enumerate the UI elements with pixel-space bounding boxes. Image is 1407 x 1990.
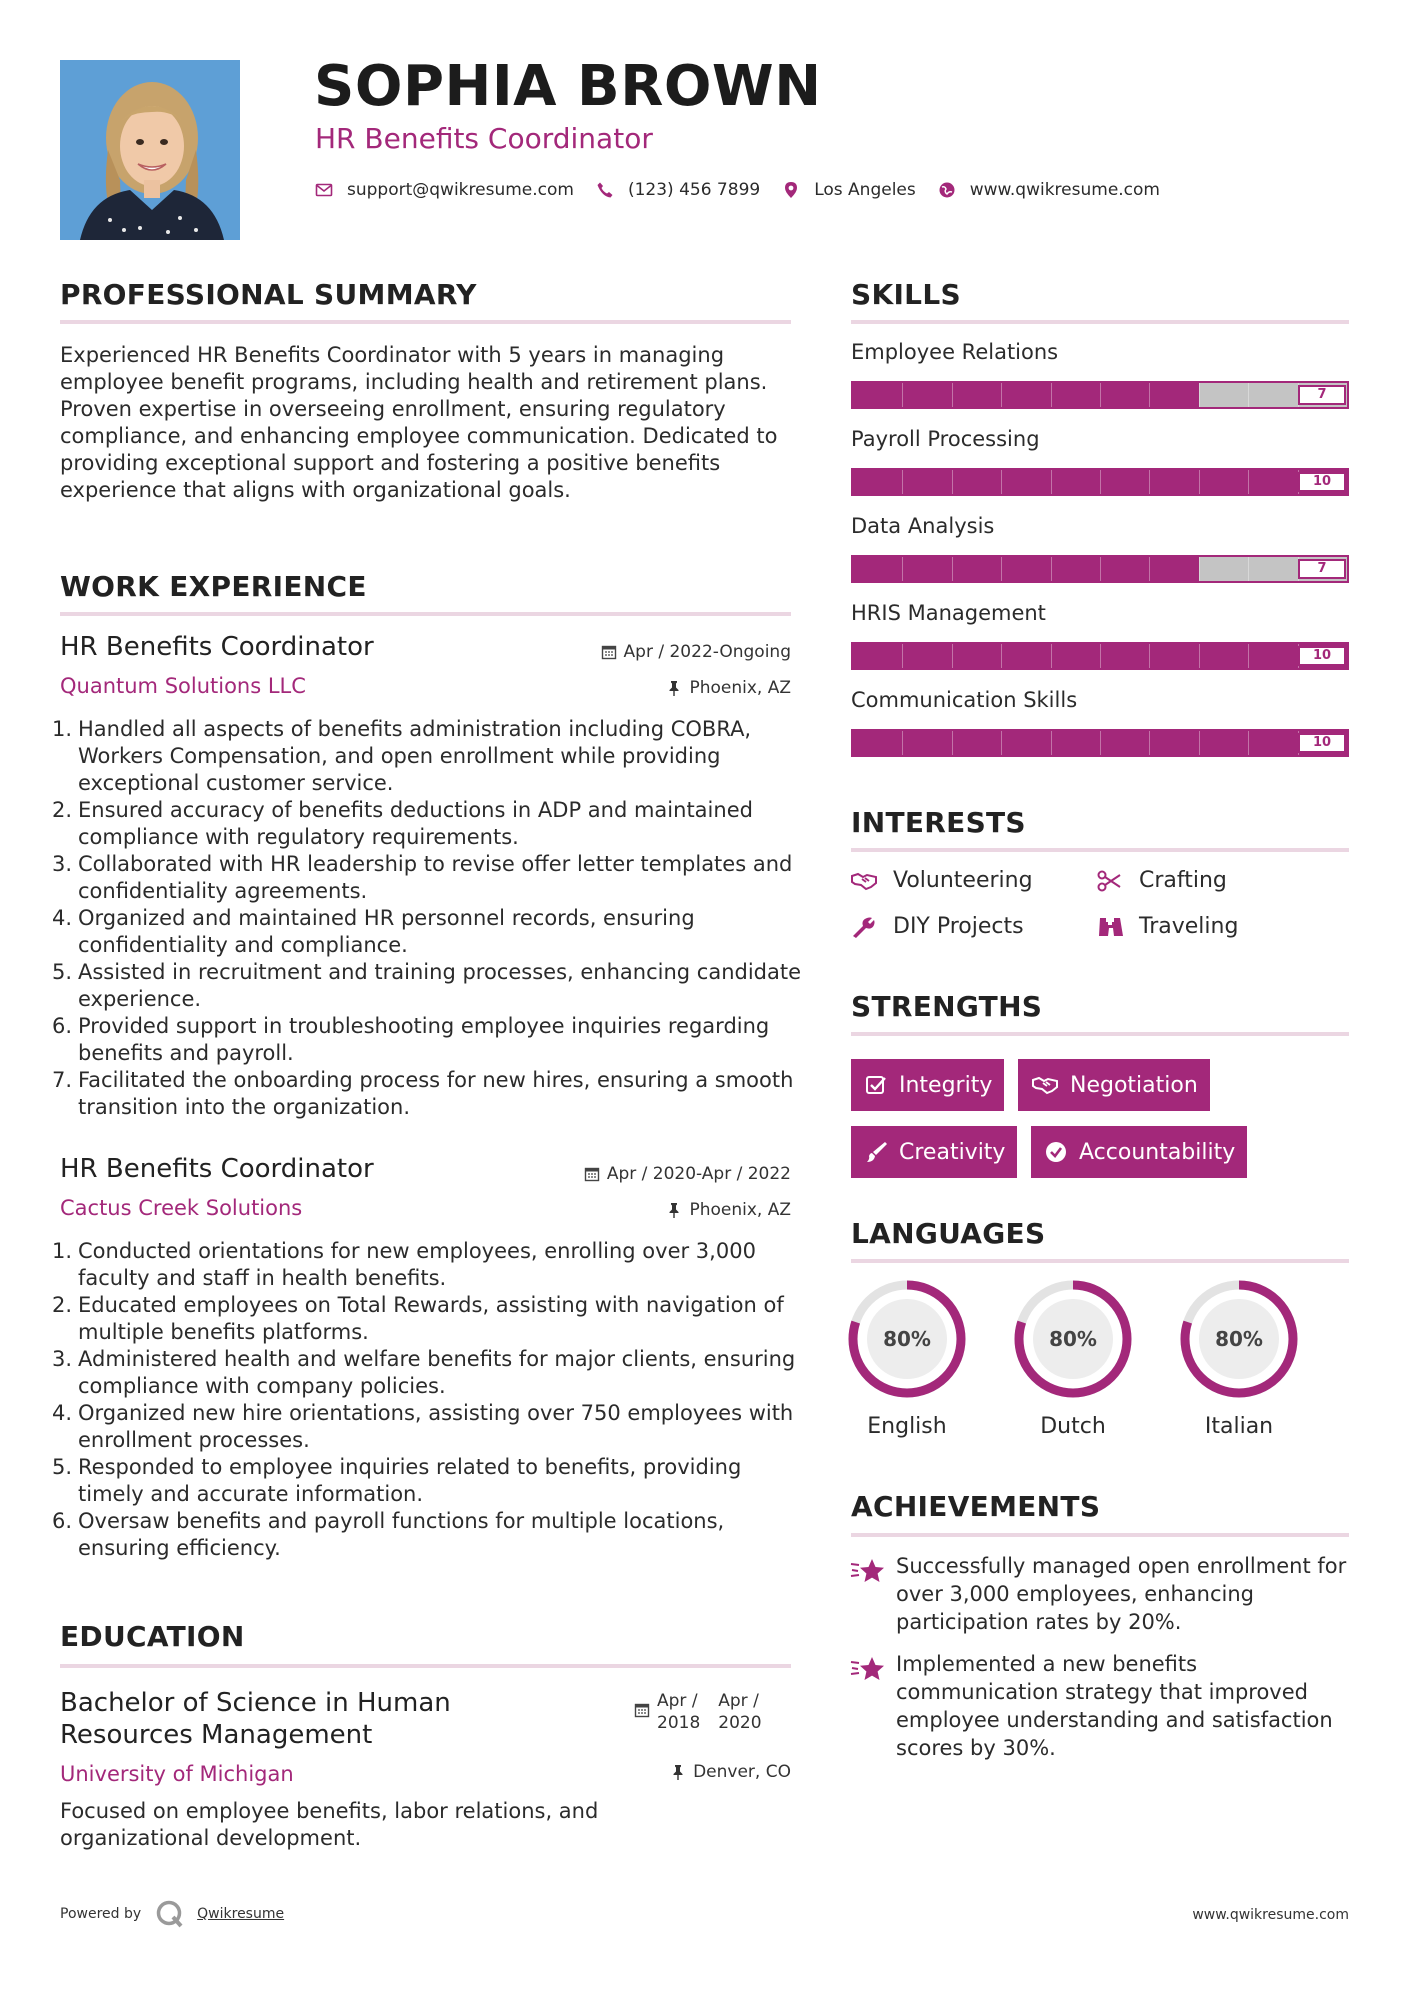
duty-item: 5. Responded to employee inquiries related to benefits, providing timely and accurate information. bbox=[52, 1455, 742, 1506]
interest-label: DIY Projects bbox=[893, 914, 1024, 939]
skill-bar-segment bbox=[952, 731, 953, 755]
skill-label: Payroll Processing bbox=[851, 427, 1040, 451]
job-1-dates bbox=[601, 642, 791, 662]
skill-bar-segment bbox=[1051, 557, 1052, 581]
education-end-year: 2020 bbox=[718, 1713, 762, 1733]
summary-divider bbox=[60, 320, 791, 324]
skill-bar-segment bbox=[1001, 383, 1002, 407]
skill-level-value: 10 bbox=[1298, 733, 1346, 753]
achievement-item-2: Implemented a new benefits communication strategy that improved employee understanding and satisfaction scores by 30%. bbox=[896, 1652, 1333, 1760]
contact-phone-text: (123) 456 7899 bbox=[627, 180, 761, 200]
education-dates bbox=[634, 1690, 762, 1734]
skill-bar bbox=[851, 642, 1349, 670]
profile-photo bbox=[60, 60, 240, 240]
skill-bar-segment bbox=[1149, 383, 1150, 407]
degree-line-1: Bachelor of Science in Human bbox=[60, 1688, 451, 1718]
contact-email[interactable] bbox=[315, 180, 574, 200]
education-divider bbox=[60, 1664, 791, 1668]
degree-line-2: Resources Management bbox=[60, 1720, 373, 1750]
skill-bar-fill bbox=[853, 383, 1199, 407]
calendar-icon bbox=[584, 1166, 600, 1182]
skill-label: Data Analysis bbox=[851, 514, 995, 538]
duty-item: 4. Organized and maintained HR personnel records, ensuring confidentiality and compliance. bbox=[52, 906, 695, 957]
footer-powered-by bbox=[60, 1899, 284, 1929]
contact-location bbox=[782, 180, 916, 200]
summary-heading: PROFESSIONAL SUMMARY bbox=[60, 278, 477, 311]
language-ring bbox=[1012, 1278, 1134, 1400]
job-2-location-text: Phoenix, AZ bbox=[689, 1200, 791, 1220]
skill-label: HRIS Management bbox=[851, 601, 1046, 625]
skill-bar-segment bbox=[1199, 644, 1200, 668]
achievement-item-1: Successfully managed open enrollment for over 3,000 employees, enhancing participation rates by 20%. bbox=[896, 1554, 1347, 1634]
checkbox-icon bbox=[865, 1074, 887, 1096]
language-name: English bbox=[867, 1414, 947, 1439]
education-end-month: Apr / bbox=[718, 1691, 759, 1711]
skill-bar bbox=[851, 729, 1349, 757]
duty-item: 1. Conducted orientations for new employees, enrolling over 3,000 faculty and staff in health benefits. bbox=[52, 1239, 756, 1290]
skill-level-value: 7 bbox=[1298, 385, 1346, 405]
globe-icon bbox=[938, 181, 956, 199]
profile-photo-image bbox=[60, 60, 240, 240]
skill-bar-segment bbox=[952, 644, 953, 668]
strength-label: Accountability bbox=[1079, 1139, 1236, 1165]
skill-bar-segment bbox=[1248, 731, 1249, 755]
skill-label: Employee Relations bbox=[851, 340, 1059, 364]
skill-bar-segment bbox=[902, 470, 903, 494]
qwikresume-link[interactable]: Qwikresume bbox=[197, 1906, 285, 1922]
interest-traveling bbox=[1097, 914, 1238, 939]
skill-bar-segment bbox=[1001, 644, 1002, 668]
language-ring bbox=[1178, 1278, 1300, 1400]
job-2-location bbox=[666, 1200, 791, 1220]
job-2-dates bbox=[584, 1164, 791, 1184]
education-description: Focused on employee benefits, labor relations, and organizational development. bbox=[60, 1799, 599, 1850]
summary-text: Experienced HR Benefits Coordinator with 5 years in managing employee benefit programs, including health and retirement plans. Proven expertise in overseeing enrollment, ensuring regulatory compliance, and enhancing employee communication. Dedicated to providing exceptional support and fostering a positive benefits experience that aligns with organizational goals. bbox=[60, 343, 778, 502]
skill-bar-segment bbox=[1248, 644, 1249, 668]
skill-bar-fill bbox=[853, 557, 1199, 581]
skill-bar-segment bbox=[1001, 557, 1002, 581]
skill-bar bbox=[851, 468, 1349, 496]
strength-integrity bbox=[851, 1059, 1004, 1111]
achievements-heading: ACHIEVEMENTS bbox=[851, 1490, 1101, 1523]
job-1-role: HR Benefits Coordinator bbox=[60, 632, 374, 662]
pushpin-icon bbox=[666, 1202, 682, 1218]
calendar-icon bbox=[634, 1702, 650, 1718]
skills-heading: SKILLS bbox=[851, 278, 961, 311]
skill-level-value: 10 bbox=[1298, 646, 1346, 666]
powered-by-label: Powered by bbox=[60, 1906, 142, 1922]
skill-bar-segment bbox=[1100, 383, 1101, 407]
skill-bar-segment bbox=[902, 731, 903, 755]
interest-diy bbox=[851, 914, 1024, 939]
skill-bar-segment bbox=[1199, 731, 1200, 755]
skill-bar-segment bbox=[1100, 470, 1101, 494]
job-1-location-text: Phoenix, AZ bbox=[689, 678, 791, 698]
strengths-heading: STRENGTHS bbox=[851, 990, 1043, 1023]
education-location bbox=[670, 1762, 791, 1782]
interest-label: Volunteering bbox=[893, 868, 1033, 893]
brush-icon bbox=[865, 1141, 887, 1163]
skill-bar-segment bbox=[1149, 644, 1150, 668]
strength-accountability bbox=[1031, 1126, 1247, 1178]
strengths-divider bbox=[851, 1032, 1349, 1036]
duty-item: 4. Organized new hire orientations, assisting over 750 employees with enrollment processes. bbox=[52, 1401, 794, 1452]
duty-item: 2. Educated employees on Total Rewards, assisting with navigation of multiple benefits platforms. bbox=[52, 1293, 784, 1344]
language-name: Dutch bbox=[1040, 1414, 1106, 1439]
language-percent: 80% bbox=[1215, 1327, 1263, 1351]
languages-divider bbox=[851, 1259, 1349, 1263]
skill-bar-segment bbox=[1001, 731, 1002, 755]
skill-bar-segment bbox=[952, 470, 953, 494]
education-location-text: Denver, CO bbox=[693, 1762, 791, 1782]
skill-bar-segment bbox=[1051, 644, 1052, 668]
handshake-icon bbox=[851, 870, 877, 892]
star-icon bbox=[850, 1654, 886, 1686]
job-1-duties bbox=[52, 716, 805, 1121]
duty-item: 5. Assisted in recruitment and training processes, enhancing candidate experience. bbox=[52, 960, 802, 1011]
language-percent: 80% bbox=[883, 1327, 931, 1351]
envelope-icon bbox=[315, 181, 333, 199]
skill-bar-segment bbox=[1149, 731, 1150, 755]
skill-bar-segment bbox=[1149, 557, 1150, 581]
experience-divider bbox=[60, 612, 791, 616]
job-2-role: HR Benefits Coordinator bbox=[60, 1154, 374, 1184]
skills-divider bbox=[851, 320, 1349, 324]
contact-location-text: Los Angeles bbox=[814, 180, 916, 200]
strength-label: Negotiation bbox=[1070, 1072, 1198, 1098]
skill-bar-segment bbox=[1248, 383, 1249, 407]
skill-label: Communication Skills bbox=[851, 688, 1078, 712]
strength-label: Integrity bbox=[899, 1072, 993, 1098]
skill-bar-segment bbox=[1051, 470, 1052, 494]
interest-volunteering bbox=[851, 868, 1033, 893]
education-start-year: 2018 bbox=[657, 1713, 701, 1733]
interests-heading: INTERESTS bbox=[851, 806, 1026, 839]
qwikresume-logo-icon bbox=[155, 1899, 185, 1929]
languages-heading: LANGUAGES bbox=[851, 1217, 1046, 1250]
skill-bar-segment bbox=[1199, 383, 1200, 407]
skill-bar-segment bbox=[1100, 731, 1101, 755]
pushpin-icon bbox=[670, 1764, 686, 1780]
binoculars-icon bbox=[1097, 916, 1123, 938]
contact-website[interactable] bbox=[938, 180, 1160, 200]
wrench-icon bbox=[851, 916, 877, 938]
strength-creativity bbox=[851, 1126, 1017, 1178]
language-percent: 80% bbox=[1049, 1327, 1097, 1351]
interest-label: Traveling bbox=[1139, 914, 1239, 939]
duty-item: 6. Oversaw benefits and payroll functions for multiple locations, ensuring efficiency. bbox=[52, 1509, 725, 1560]
skill-bar-segment bbox=[1248, 557, 1249, 581]
skill-level-value: 10 bbox=[1298, 472, 1346, 492]
star-icon bbox=[850, 1556, 886, 1588]
skill-bar-segment bbox=[1001, 470, 1002, 494]
job-1-dates-text: Apr / 2022-Ongoing bbox=[623, 642, 791, 662]
skill-level-value: 7 bbox=[1298, 559, 1346, 579]
skill-bar-segment bbox=[1248, 470, 1249, 494]
job-2-duties bbox=[52, 1238, 805, 1562]
skill-bar-segment bbox=[902, 644, 903, 668]
check-circle-icon bbox=[1045, 1141, 1067, 1163]
contact-row bbox=[315, 180, 1182, 200]
skill-bar-segment bbox=[1100, 557, 1101, 581]
duty-item: 3. Administered health and welfare benefits for major clients, ensuring compliance with company policies. bbox=[52, 1347, 796, 1398]
candidate-name: SOPHIA BROWN bbox=[314, 54, 822, 119]
scissors-icon bbox=[1097, 870, 1123, 892]
education-school: University of Michigan bbox=[60, 1762, 294, 1786]
candidate-title: HR Benefits Coordinator bbox=[315, 122, 653, 155]
skill-bar-segment bbox=[1100, 644, 1101, 668]
contact-email-text: support@qwikresume.com bbox=[347, 180, 574, 200]
achievements-divider bbox=[851, 1533, 1349, 1537]
language-name: Italian bbox=[1204, 1414, 1274, 1439]
language-ring bbox=[846, 1278, 968, 1400]
skill-bar-segment bbox=[1199, 557, 1200, 581]
duty-item: 6. Provided support in troubleshooting employee inquiries regarding benefits and payroll. bbox=[52, 1014, 770, 1065]
interest-crafting bbox=[1097, 868, 1227, 893]
map-pin-icon bbox=[782, 181, 800, 199]
contact-website-text: www.qwikresume.com bbox=[969, 180, 1160, 200]
skill-bar-segment bbox=[1051, 731, 1052, 755]
job-1-location bbox=[666, 678, 791, 698]
skill-bar-segment bbox=[1051, 383, 1052, 407]
strength-label: Creativity bbox=[899, 1139, 1006, 1165]
job-1-company: Quantum Solutions LLC bbox=[60, 674, 306, 698]
duty-item: 7. Facilitated the onboarding process for new hires, ensuring a smooth transition into the organization. bbox=[52, 1068, 794, 1119]
experience-heading: WORK EXPERIENCE bbox=[60, 570, 367, 603]
education-start-month: Apr / bbox=[657, 1691, 698, 1711]
interests-divider bbox=[851, 848, 1349, 852]
job-2-company: Cactus Creek Solutions bbox=[60, 1196, 303, 1220]
duty-item: 3. Collaborated with HR leadership to revise offer letter templates and confidentiality agreements. bbox=[52, 852, 793, 903]
calendar-icon bbox=[601, 644, 617, 660]
skill-bar bbox=[851, 381, 1349, 409]
skill-bar-segment bbox=[1199, 470, 1200, 494]
education-heading: EDUCATION bbox=[60, 1620, 245, 1653]
skill-bar-segment bbox=[902, 383, 903, 407]
job-2-dates-text: Apr / 2020-Apr / 2022 bbox=[606, 1164, 791, 1184]
contact-phone[interactable] bbox=[596, 180, 760, 200]
skill-bar-segment bbox=[952, 383, 953, 407]
skill-bar-segment bbox=[952, 557, 953, 581]
phone-icon bbox=[596, 181, 614, 199]
skill-bar-segment bbox=[902, 557, 903, 581]
strength-negotiation bbox=[1018, 1059, 1210, 1111]
handshake-icon bbox=[1032, 1074, 1058, 1096]
duty-item: 2. Ensured accuracy of benefits deductions in ADP and maintained compliance with regulatory requirements. bbox=[52, 798, 753, 849]
pushpin-icon bbox=[666, 680, 682, 696]
footer-url[interactable]: www.qwikresume.com bbox=[1192, 1907, 1349, 1923]
skill-bar-segment bbox=[1149, 470, 1150, 494]
interest-label: Crafting bbox=[1139, 868, 1227, 893]
duty-item: 1. Handled all aspects of benefits administration including COBRA, Workers Compensation, and open enrollment while providing exceptional customer service. bbox=[52, 717, 752, 795]
skill-bar bbox=[851, 555, 1349, 583]
